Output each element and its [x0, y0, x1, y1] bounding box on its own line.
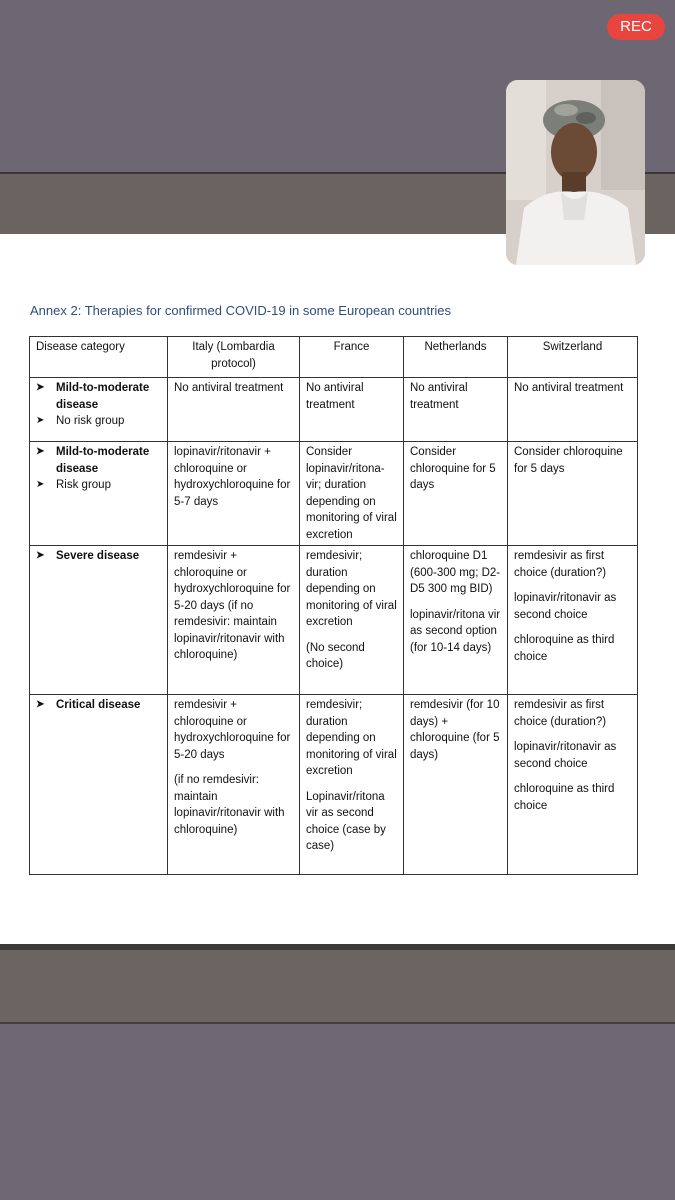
france-cell	[300, 546, 404, 695]
cell-text: remdesivir (for 10 days) + chloroquine (for 5 days)	[410, 699, 500, 761]
switzerland-cell	[508, 378, 638, 442]
cell-text: chloroquine as third choice	[514, 634, 615, 663]
camera-feed-image	[506, 80, 645, 265]
category-cell	[30, 695, 168, 875]
france-cell	[300, 442, 404, 546]
table-row	[30, 442, 638, 546]
cell-text: Consider chloroquine for 5 days	[410, 446, 496, 491]
france-cell	[300, 695, 404, 875]
arrow-bullet-icon: ➤	[36, 382, 45, 393]
cell-text: remdesivir as first choice (duration?)	[514, 699, 607, 728]
header-italy: Italy (Lombardia protocol)	[168, 337, 300, 378]
arrow-bullet-icon: ➤	[36, 446, 45, 457]
cell-text: remdesivir; duration depending on monitoring of viral excretion	[306, 550, 397, 628]
netherlands-cell	[404, 442, 508, 546]
switzerland-cell	[508, 695, 638, 875]
camera-preview-window[interactable]	[506, 80, 645, 265]
header-netherlands: Netherlands	[404, 337, 508, 378]
screen-bottom-area	[0, 1024, 675, 1200]
switzerland-cell	[508, 442, 638, 546]
table-row	[30, 695, 638, 875]
category-label: Mild-to-moderate disease	[56, 446, 150, 475]
category-cell	[30, 378, 168, 442]
arrow-bullet-icon: ➤	[36, 415, 45, 426]
category-label: Mild-to-moderate disease	[56, 382, 150, 411]
cell-text: lopinavir/ritonavir as second choice	[514, 592, 617, 621]
netherlands-cell	[404, 546, 508, 695]
cell-text: No antiviral treatment	[306, 382, 364, 411]
italy-cell	[168, 378, 300, 442]
cell-text: lopinavir/ritonavir as second choice	[514, 741, 617, 770]
cell-text: Lopinavir/ritona vir as second choice (case by case)	[306, 790, 386, 852]
header-switzerland: Switzerland	[508, 337, 638, 378]
header-france: France	[300, 337, 404, 378]
cell-text: No antiviral treatment	[514, 382, 624, 394]
cell-text: lopinavir/ritona vir as second option (for 10-14 days)	[410, 608, 501, 654]
category-label: Severe disease	[56, 550, 140, 562]
category-label: Risk group	[56, 479, 111, 491]
cell-text: remdesivir + chloroquine or hydroxychloroquine for 5-20 days	[174, 699, 291, 761]
italy-cell	[168, 695, 300, 875]
table-row	[30, 546, 638, 695]
arrow-bullet-icon: ➤	[36, 699, 45, 710]
cell-text: Consider chloroquine for 5 days	[514, 446, 623, 475]
cell-text: No antiviral treatment	[174, 382, 284, 394]
cell-text: remdesivir; duration depending on monitoring of viral excretion	[306, 699, 397, 777]
cell-text: lopinavir/ritonavir + chloroquine or hydroxychloroquine for 5-7 days	[174, 446, 291, 508]
cell-text: chloroquine D1 (600-300 mg; D2-D5 300 mg BID)	[410, 550, 501, 595]
france-cell	[300, 378, 404, 442]
cell-text: Consider lopinavir/ritona-vir; duration depending on monitoring of viral excretion	[306, 446, 397, 541]
category-label: No risk group	[56, 415, 125, 427]
netherlands-cell	[404, 695, 508, 875]
cell-text: chloroquine as third choice	[514, 783, 615, 812]
table-header-row	[30, 337, 638, 378]
cell-text: (if no remdesivir: maintain lopinavir/ritonavir with chloroquine)	[174, 774, 285, 836]
italy-cell	[168, 442, 300, 546]
recording-indicator[interactable]: REC	[607, 14, 665, 40]
switzerland-cell	[508, 546, 638, 695]
header-disease-category: Disease category	[30, 337, 168, 378]
annex-title: Annex 2: Therapies for confirmed COVID-19 in some European countries	[30, 303, 452, 318]
arrow-bullet-icon: ➤	[36, 479, 45, 490]
screen-bottom-margin	[0, 950, 675, 1022]
cell-text: (No second choice)	[306, 641, 365, 670]
category-label: Critical disease	[56, 699, 141, 711]
therapy-table	[29, 336, 638, 875]
table-row	[30, 378, 638, 442]
italy-cell	[168, 546, 300, 695]
netherlands-cell	[404, 378, 508, 442]
arrow-bullet-icon: ➤	[36, 550, 45, 561]
cell-text: remdesivir as first choice (duration?)	[514, 550, 607, 579]
category-cell	[30, 442, 168, 546]
cell-text: No antiviral treatment	[410, 382, 468, 411]
category-cell	[30, 546, 168, 695]
cell-text: remdesivir + chloroquine or hydroxychloroquine for 5-20 days (if no remdesivir: maintain lopinavir/ritonavir with chloroquine)	[174, 550, 291, 661]
